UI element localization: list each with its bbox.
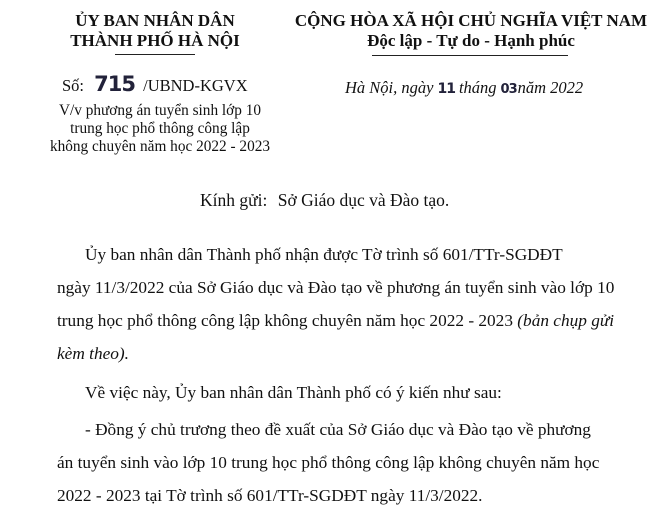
document-date: [345, 77, 583, 101]
para1-line3-italic: (bản chụp gửi: [517, 311, 615, 330]
para1-line4: kèm theo).: [57, 344, 129, 363]
para1-line3-main: trung học phổ thông công lập không chuyên năm học 2022 - 2023: [57, 311, 513, 330]
national-motto: Độc lập - Tự do - Hạnh phúc: [367, 31, 575, 50]
document-subject: [30, 102, 290, 156]
date-month-label: tháng: [458, 78, 497, 97]
date-place: Hà Nội, ngày: [345, 78, 434, 97]
handwritten-day: 11: [437, 81, 455, 97]
para3-line3: 2022 - 2023 tại Tờ trình số 601/TTr-SGDĐT ngày 11/3/2022.: [57, 486, 483, 505]
recipient-name: Sở Giáo dục và Đào tạo.: [277, 190, 450, 210]
subject-line3: không chuyên năm học 2022 - 2023: [49, 138, 271, 155]
para1-line2: ngày 11/3/2022 của Sở Giáo dục và Đào tạo về phương án tuyển sinh vào lớp 10: [57, 278, 615, 297]
handwritten-number: 715: [94, 72, 135, 96]
issuing-organization: [30, 11, 280, 51]
org-underline: [115, 54, 195, 55]
nation-name: CỘNG HÒA XÃ HỘI CHỦ NGHĨA VIỆT NAM: [294, 11, 648, 30]
date-year: năm 2022: [517, 78, 584, 97]
subject-line1: V/v phương án tuyển sinh lớp 10: [58, 102, 262, 119]
para2: Về việc này, Ủy ban nhân dân Thành phố có ý kiến như sau:: [85, 383, 502, 402]
para1-line3: [57, 304, 657, 337]
document-number: [62, 73, 248, 97]
subject-line2: trung học phổ thông công lập: [70, 120, 250, 137]
motto-underline: [372, 55, 568, 56]
number-prefix: Số:: [62, 76, 85, 95]
para3-line2: án tuyển sinh vào lớp 10 trung học phổ thông công lập không chuyên năm học: [57, 453, 600, 472]
recipient-line: [200, 188, 449, 212]
document-body: [57, 238, 657, 512]
handwritten-month: 03: [500, 82, 517, 97]
para1-line1: Ủy ban nhân dân Thành phố nhận được Tờ trình số 601/TTr-SGDĐT: [85, 245, 563, 264]
para3-line1: - Đồng ý chủ trương theo đề xuất của Sở Giáo dục và Đào tạo về phương: [85, 420, 591, 439]
recipient-label: Kính gửi:: [200, 190, 268, 210]
org-name-line2: THÀNH PHỐ HÀ NỘI: [70, 31, 240, 50]
national-title: [285, 11, 657, 51]
number-suffix: /UBND-KGVX: [143, 76, 248, 95]
org-name-line1: ỦY BAN NHÂN DÂN: [75, 11, 235, 30]
